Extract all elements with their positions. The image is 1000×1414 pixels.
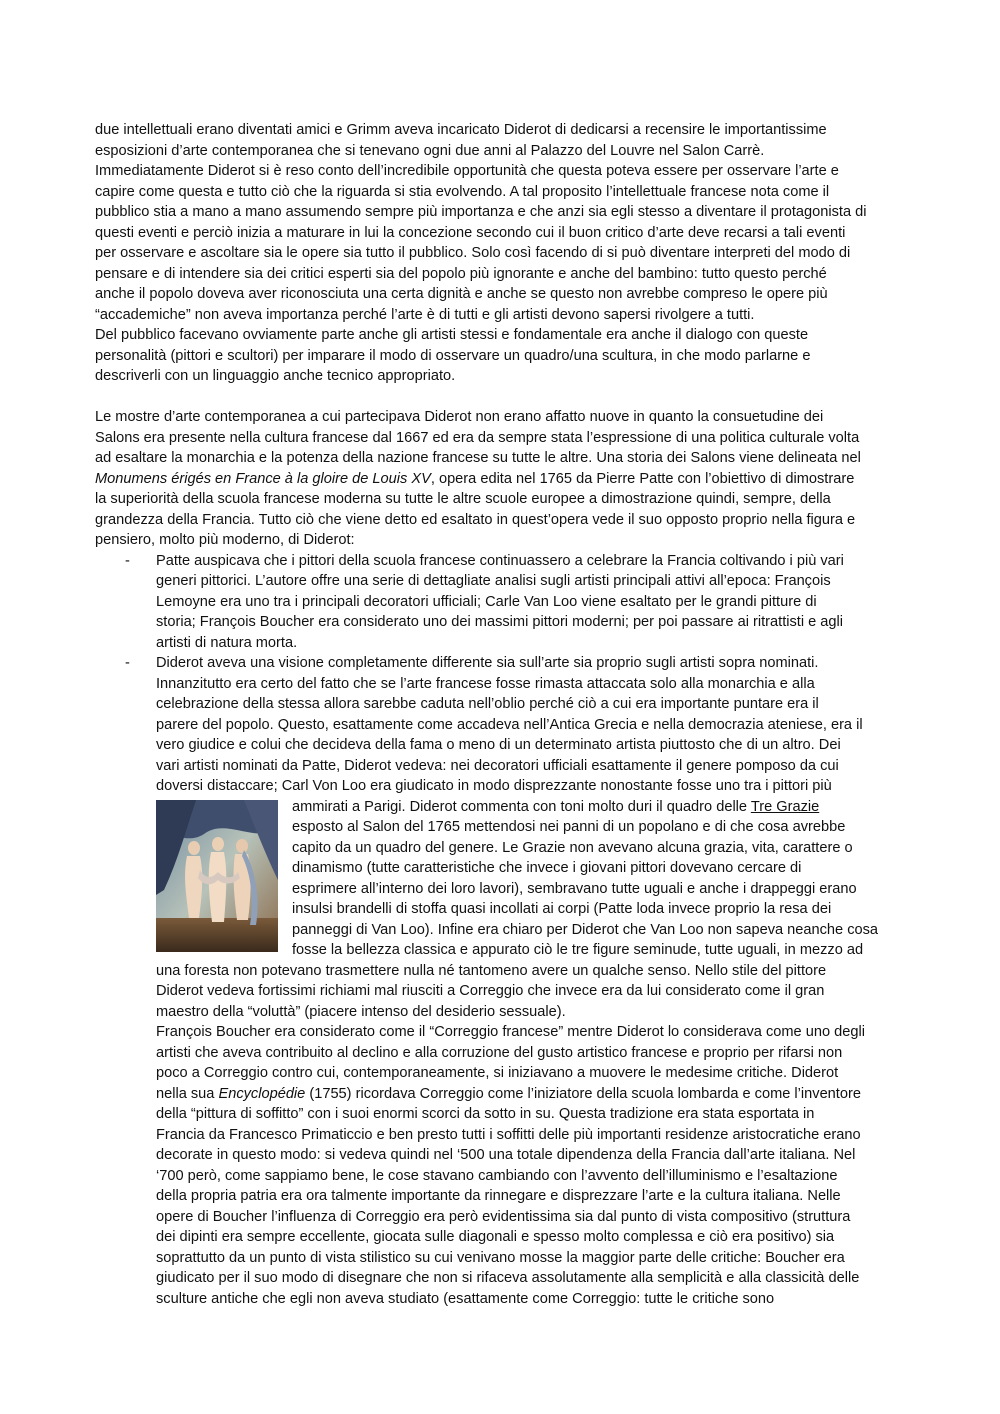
text-line: Innanzitutto era certo del fatto che se l’arte francese fosse rimasta attaccata solo alla monarchia e alla [156, 675, 815, 692]
text-line: opere di Boucher l’influenza di Correggio era però evidentissima sia dal punto di vista compositivo (struttura [156, 1208, 851, 1225]
text-line: fosse la bellezza classica e appurato ciò le tre figure seminude, tutte uguali, in mezzo ad [292, 942, 864, 958]
text-line: maestro della “voluttà” (piacere intenso del desiderio sessuale). [156, 1003, 566, 1020]
three-graces-painting-image [156, 800, 278, 952]
text-line: Lemoyne era uno tra i principali decoratori ufficiali; Carle Van Loo viene esaltato per le grandi pitture di [156, 593, 817, 610]
text-line: pensiero, molto più moderno, di Diderot: [95, 532, 355, 548]
bullet-item-diderot [95, 653, 907, 1309]
bullet-dash: - [125, 655, 130, 671]
text-line [95, 469, 907, 490]
text-line: Immediatamente Diderot si è reso conto dell’incredibile opportunità che questa poteva essere per osservare l’arte e [95, 163, 839, 179]
text-line: decorate in questo modo: si vedeva quindi nel ‘500 una totale dipendenza della Francia dall’arte italiana. Nel [156, 1147, 856, 1163]
text-line: capire come questa e tutto ciò che la riguarda si stia evolvendo. A tal proposito l’intellettuale francese nota come il [95, 183, 830, 200]
text-line: dinamismo (tutte caratteristiche che invece i giovani pittori dovevano cercare di [292, 860, 802, 876]
text-line: ‘700 però, come sappiamo bene, le cose stavano cambiando con l’avvento dell’illuminismo e l’esaltazione [156, 1167, 838, 1184]
text-line: capito da un quadro del genere. Le Grazie non avevano alcuna grazia, vita, carattere o [292, 839, 853, 856]
text-line: per osservare e ascoltare sia le opere sia tutto il pubblico. Solo così facendo di si può diventare interpreti del modo di [95, 245, 851, 261]
paragraph-salons-history [95, 407, 907, 551]
text-line: insulsi brandelli di stoffa quasi incollati ai corpi (Patte loda invece proprio la resa dei [292, 901, 832, 917]
tre-grazie-link[interactable]: Tre Grazie [750, 798, 820, 815]
text-line: Francia da Francesco Primaticcio e ben presto tutti i soffitti delle più importanti residenze aristocratiche erano [156, 1126, 861, 1143]
text-span: ammirati a Parigi. Diderot commenta con toni molto duri il quadro delle [292, 798, 751, 815]
text-line: esposizioni d’arte contemporanea che si tenevano ogni due anni al Palazzo del Louvre nel Salon Carrè. [95, 142, 765, 159]
text-line: grandezza della Francia. Tutto ciò che viene detto ed esaltato in quest’opera vede il suo opposto proprio nella figura e [95, 511, 856, 528]
text-line: “accademiche” non aveva importanza perché l’arte è di tutti e gli artisti devono sapersi rivolgere a tutti. [95, 306, 755, 323]
text-line: soprattutto da un punto di vista stilistico su cui venivano mosse la maggior parte delle critiche: Boucher era [156, 1249, 845, 1266]
text-line: questi eventi e perciò inizia a maturare in lui la concezione secondo cui il buon critico d’arte deve recarsi a tali eventi [95, 224, 846, 241]
text-line: anche il popolo doveva aver riconosciuta una certa dignità e anche se questo non avrebbe compreso le opere più [95, 286, 828, 302]
text-line: dei dipinti era sempre eccellente, giocata sulle diagonali e spesso molto complessa e ciò era positivo) sia [156, 1229, 835, 1245]
text-line: artisti che aveva contribuito al declino e alla corruzione del gusto artistico francese e proprio per rifarsi non [156, 1044, 843, 1061]
text-line: vero giudice e colui che decideva della fama o meno di un determinato artista piuttosto che di un altro. Dei [156, 737, 841, 753]
text-line: vari artisti nominati da Patte, Diderot vedeva: nei decoratori ufficiali esattamente il genere pomposo da cui [156, 757, 839, 774]
text-line: panneggi di Van Loo). Infine era chiaro per Diderot che Van Loo non sapeva neanche cosa [292, 921, 879, 938]
text-span: (1755) ricordava Correggio come l’iniziatore della scuola lombarda e come l’inventore [305, 1085, 861, 1102]
text-span: nella sua [156, 1085, 219, 1102]
text-line: della propria patria era ora talmente importante da rinnegare e disprezzare l’arte e la cultura italiana. Nelle [156, 1188, 841, 1204]
text-line: Del pubblico facevano ovviamente parte anche gli artisti stessi e fondamentale era anche il dialogo con queste [95, 327, 809, 343]
text-line: Patte auspicava che i pittori della scuola francese continuassero a celebrare la Francia coltivando i più vari [156, 552, 844, 569]
text-line: esprimere all’interno dei loro lavori), sembravano tutte uguali e anche i drappeggi erano [292, 880, 857, 897]
text-line [156, 1084, 907, 1105]
text-line: giudicato per il suo modo di disegnare che non si rifaceva assolutamente alla semplicità e alla classicità delle [156, 1270, 860, 1286]
paragraph-salon-intro [95, 120, 907, 387]
text-line: descriverli con un linguaggio anche tecnico appropriato. [95, 368, 456, 384]
text-line: pensare e di intendere sia dei critici esperti sia del popolo più ignorante e anche del bambino: tutto questo perché [95, 265, 827, 282]
document-body [95, 120, 907, 1309]
text-line: due intellettuali erano diventati amici e Grimm aveva incaricato Diderot di dedicarsi a recensire le importantissime [95, 122, 827, 138]
text-line: generi pittorici. L’autore offre una serie di dettagliate analisi sugli artisti principali attivi all’epoca: François [156, 573, 831, 589]
text-line: doversi distaccare; Carl Von Loo era giudicato in modo disprezzante nonostante fosse uno tra i pittori più [156, 778, 832, 794]
book-title-italic: Monumens érigés en France à la gloire de Louis XV [95, 470, 431, 487]
text-line: Diderot aveva una visione completamente differente sia sull’arte sia proprio sugli artisti sopra nominati. [156, 655, 819, 671]
text-line: parere del popolo. Questo, esattamente come accadeva nell’Antica Grecia e nella democrazia ateniese, era il [156, 716, 863, 733]
text-line: storia; François Boucher era considerato uno dei massimi pittori moderni; per poi passare ai ritrattisti e agli [156, 614, 844, 630]
text-line: sculture antiche che egli non aveva studiato (esattamente come Correggio: tutte le critiche sono [156, 1290, 775, 1307]
text-line: Le mostre d’arte contemporanea a cui partecipava Diderot non erano affatto nuove in quanto la consuetudine dei [95, 409, 824, 425]
text-line: della “pittura di soffitto” con i suoi enormi scorci da sotto in su. Questa tradizione era stata esportata in [156, 1106, 815, 1122]
paragraph-gap [95, 387, 907, 408]
text-line: celebrazione della stessa allora sarebbe caduta nell’oblio perché ciò a cui era importante puntare era il [156, 696, 819, 712]
text-line: una foresta non potevano trasmettere nulla né tantomeno avere un qualche senso. Nello stile del pittore [156, 962, 827, 979]
text-line: pubblico stia a mano a mano assumendo sempre più importanza e che anzi sia egli stesso a diventare il protagonista di [95, 204, 867, 220]
text-line: Salons era presente nella cultura francese dal 1667 ed era da sempre stata l’espressione di una politica culturale volta [95, 429, 860, 446]
text-line: la superiorità della scuola francese moderna su tutte le altre scuole europee a dimostrazione quindi, sempre, della [95, 491, 831, 507]
text-span: , opera edita nel 1765 da Pierre Patte con l’obiettivo di dimostrare [430, 470, 855, 487]
encyclopedie-italic: Encyclopédie [218, 1085, 306, 1102]
text-line: poco a Correggio contro cui, contemporaneamente, si iniziavano a muovere le medesime critiche. Diderot [156, 1065, 839, 1081]
text-line: Diderot vedeva fortissimi richiami mal riusciti a Correggio che invece era da lui considerato come il gran [156, 983, 825, 999]
text-line: artisti di natura morta. [156, 634, 298, 651]
bullet-dash: - [125, 552, 130, 569]
text-line: personalità (pittori e scultori) per imparare il modo di osservare un quadro/una scultura, in che modo parlarne e [95, 347, 811, 364]
painting-illustration [156, 800, 278, 952]
text-line: François Boucher era considerato come il “Correggio francese” mentre Diderot lo considerava come uno degli [156, 1024, 865, 1040]
text-line: esposto al Salon del 1765 mettendosi nei panni di un popolano e di che cosa avrebbe [292, 819, 846, 835]
text-line: ad esaltare la monarchia e la potenza della nazione francese su tutte le altre. Una storia dei Salons viene delineata nel [95, 450, 861, 466]
bullet-item-patte [95, 551, 907, 654]
